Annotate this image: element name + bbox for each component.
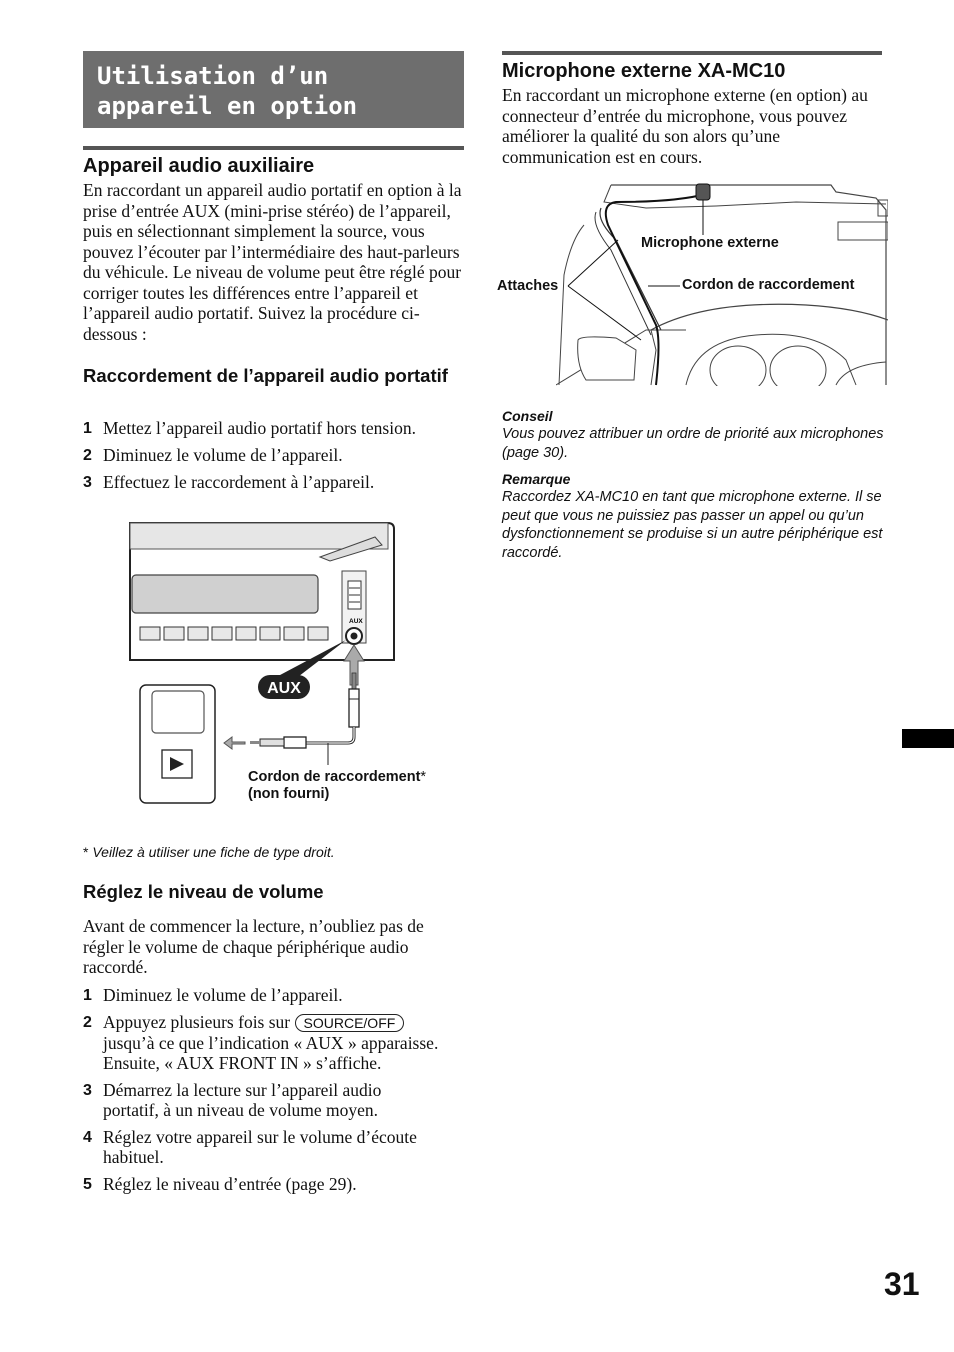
connect-heading: Raccordement de l’appareil audio portatif xyxy=(83,365,448,386)
step-number: 4 xyxy=(83,1128,92,1146)
section-rule xyxy=(83,146,464,150)
step-text-after: jusqu’à ce que l’indication « AUX » apparaisse. xyxy=(103,1032,439,1053)
tip-body: Vous pouvez attribuer un ordre de priorité aux microphones (page 30). xyxy=(502,426,884,461)
footnote-text: Veillez à utiliser une fiche de type droit. xyxy=(92,844,335,860)
aux-jack-label: AUX xyxy=(349,618,363,625)
connect-steps xyxy=(83,418,463,493)
step-item xyxy=(83,1080,463,1121)
step-item xyxy=(83,1012,463,1074)
step-number: 5 xyxy=(83,1175,92,1193)
cord-label: Cordon de raccordement xyxy=(682,277,855,293)
cable-label xyxy=(248,769,426,803)
volume-intro: Avant de commencer la lecture, n’oubliez pas de régler le volume de chaque périphérique audio raccordé. xyxy=(83,916,424,977)
step-number: 3 xyxy=(83,474,92,491)
step-text: Démarrez la lecture sur l’appareil audio portatif, à un niveau de volume moyen. xyxy=(103,1079,382,1120)
step-text xyxy=(103,1012,448,1074)
step-text: Mettez l’appareil audio portatif hors tension. xyxy=(103,418,416,438)
aux-badge-text: AUX xyxy=(267,680,301,697)
cable-label-text: Cordon de raccordement xyxy=(248,769,421,785)
step-number: 3 xyxy=(83,1081,92,1099)
step-number: 2 xyxy=(83,447,92,464)
source-off-button-label: SOURCE/OFF xyxy=(295,1014,405,1032)
mic-body: En raccordant un microphone externe (en option) au connecteur d’entrée du microphone, vous pouvez améliorer la qualité du son alors qu’une communication est en cours. xyxy=(502,85,868,167)
step-number: 1 xyxy=(83,420,92,437)
head-unit-illustration xyxy=(130,523,394,660)
portable-player-illustration xyxy=(140,685,215,803)
step-text: Diminuez le volume de l’appareil. xyxy=(103,445,343,465)
remark-heading: Remarque xyxy=(502,471,571,487)
tip-heading: Conseil xyxy=(502,408,553,424)
page-title: Utilisation d’un appareil en option xyxy=(97,62,358,120)
step-item xyxy=(83,985,463,1006)
step-item xyxy=(83,1127,463,1168)
cable-label-line2: (non fourni) xyxy=(248,786,330,802)
aux-heading: Appareil audio auxiliaire xyxy=(83,155,315,177)
step-item xyxy=(83,445,463,466)
clips-label: Attaches xyxy=(497,278,559,294)
step-item xyxy=(83,1174,463,1195)
step-text: Réglez votre appareil sur le volume d’écoute habituel. xyxy=(103,1126,417,1167)
step-number: 2 xyxy=(83,1014,92,1031)
tip-box xyxy=(502,407,887,462)
step-text: Diminuez le volume de l’appareil. xyxy=(103,985,343,1005)
remark-body: Raccordez XA-MC10 en tant que microphone externe. Il se peut que vous ne puissiez pas passer un appel ou qu’un dysfonctionnement se produise si un autre périphérique est raccordé. xyxy=(502,489,883,561)
clips-leader-line xyxy=(568,286,641,340)
remark-box xyxy=(502,470,887,562)
footnote-mark: * xyxy=(83,844,89,860)
clips-leader-line xyxy=(568,240,618,286)
step-item xyxy=(83,472,463,493)
title-banner xyxy=(83,51,464,128)
cable-label-mark: * xyxy=(420,769,427,785)
mic-heading: Microphone externe XA-MC10 xyxy=(502,60,786,82)
step-item xyxy=(83,418,463,439)
volume-steps xyxy=(83,985,463,1195)
footnote xyxy=(83,843,335,862)
step-text-extra: Ensuite, « AUX FRONT IN » s’affiche. xyxy=(103,1053,382,1073)
step-number: 1 xyxy=(83,987,92,1004)
step-text: Effectuez le raccordement à l’appareil. xyxy=(103,472,375,492)
page-number: 31 xyxy=(884,1266,920,1302)
section-rule xyxy=(502,51,882,55)
step-text: Réglez le niveau d’entrée (page 29). xyxy=(103,1173,357,1194)
mic-label: Microphone externe xyxy=(641,235,779,251)
side-tab xyxy=(902,729,954,748)
aux-body: En raccordant un appareil audio portatif en option à la prise d’entrée AUX (mini-prise stéréo) de l’appareil, puis en sélectionnant simplement la source, vous pouvez l’écouter par l’intermédiaire des haut-parleurs du véhicule. Le niveau de volume peut être réglé pour corriger toutes les différences entre l’appareil et l’appareil audio portatif. Suivez la procédure ci-dessous : xyxy=(83,180,462,344)
step-text-before: Appuyez plusieurs fois sur xyxy=(103,1012,291,1032)
left-arrow-icon xyxy=(224,737,245,749)
volume-heading: Réglez le niveau de volume xyxy=(83,881,324,902)
